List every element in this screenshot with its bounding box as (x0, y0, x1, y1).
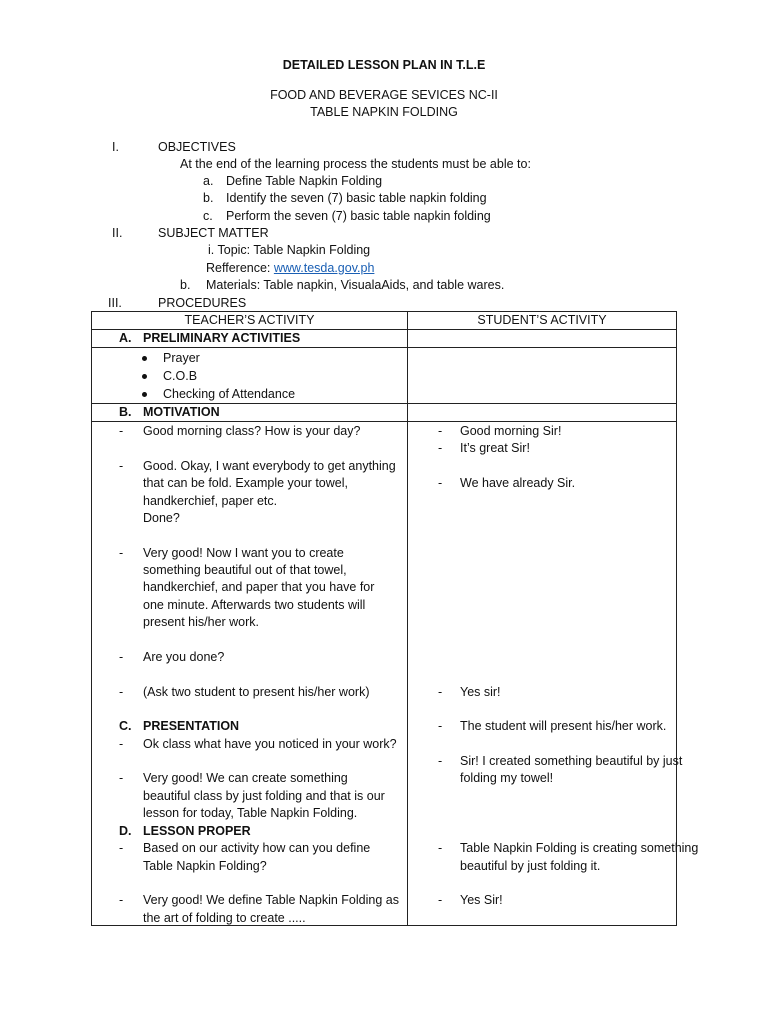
teacher-line: Very good! We can create something (143, 771, 348, 785)
student-line: Table Napkin Folding is creating something (460, 841, 699, 855)
bullet-icon (142, 392, 147, 397)
teacher-line: something beautiful out of that towel, (143, 563, 347, 577)
teacher-activity-cell: - Good morning class? How is your day? - Good. Okay, I want everybody to get anything that can be fold. Example your towel, handkerchief, paper etc. Done? - Very good! Now I want you to create something beautiful out of that towel, handkerchief, and paper that you have for one minute. Afterwards two students will present his/her work. - Are you done? - (Ask two student to present his/her work) C. PRESENTATION - Ok class what have you noticed in your work? - Very good! We can create something beautiful class by just folding and that is our lesson for today, Table Napkin Folding. D. LESSON PROPER - Based on our activity how can you define Table Napkin Folding? - Very good! We define Table Napkin Folding as the art of folding to create ..... (92, 422, 408, 926)
teacher-line: Very good! We define Table Napkin Folding as (143, 893, 399, 907)
reference-line (206, 260, 374, 276)
teacher-line: Based on our activity how can you define (143, 841, 371, 855)
teacher-line: lesson for today, Table Napkin Folding. (143, 806, 358, 820)
reference-link[interactable]: www.tesda.gov.ph (273, 261, 375, 275)
section-number-objectives: I. (112, 140, 119, 154)
motivation-title: MOTIVATION (143, 405, 220, 419)
list-item: Checking of Attendance (92, 385, 407, 403)
procedures-table (91, 311, 699, 926)
student-line: Yes Sir! (460, 893, 503, 907)
teacher-line: handkerchief, paper etc. (143, 494, 278, 508)
preliminary-activities-title: PRELIMINARY ACTIVITIES (143, 331, 301, 345)
bullet-icon (142, 356, 147, 361)
section-title-procedures: PROCEDURES (158, 296, 247, 310)
student-line: Yes sir! (460, 685, 501, 699)
student-line: Good morning Sir! (460, 424, 562, 438)
teacher-line: Table Napkin Folding? (143, 859, 267, 873)
document-subtitle-course: FOOD AND BEVERAGE SEVICES NC-II (270, 88, 498, 102)
teacher-line: Good morning class? How is your day? (143, 424, 361, 438)
teacher-line: (Ask two student to present his/her work) (143, 685, 370, 699)
teacher-line: Done? (143, 511, 180, 525)
section-number-procedures: III. (108, 296, 122, 310)
motivation-row: B. MOTIVATION (92, 404, 408, 422)
lesson-proper-title: LESSON PROPER (143, 824, 251, 838)
student-activity-cell: - Good morning Sir! - It’s great Sir! - We have already Sir. - Yes sir! - The student will present his/her work. - Sir! I created something beautiful by just folding my towel! - Table Napkin Folding is creating something beautiful by just folding it. - Yes Sir! (408, 422, 677, 926)
objective-letter: b. (203, 191, 214, 205)
student-line: Sir! I created something beautiful by just (460, 754, 683, 768)
materials-line: Materials: Table napkin, VisualaAids, and table wares. (206, 278, 505, 292)
document-subtitle-topic: TABLE NAPKIN FOLDING (310, 105, 458, 119)
teacher-line: Ok class what have you noticed in your work? (143, 737, 397, 751)
teacher-line: the art of folding to create ..... (143, 911, 306, 925)
list-item: Prayer (92, 349, 407, 367)
teacher-line: that can be fold. Example your towel, (143, 476, 348, 490)
preliminary-activities-row: A. PRELIMINARY ACTIVITIES (92, 330, 408, 348)
presentation-title: PRESENTATION (143, 719, 240, 733)
objective-item: Identify the seven (7) basic table napkin folding (226, 191, 487, 205)
document-title: DETAILED LESSON PLAN IN T.L.E (282, 58, 486, 72)
teacher-line: Good. Okay, I want everybody to get anything (143, 459, 396, 473)
topic-line: i. Topic: Table Napkin Folding (208, 243, 371, 257)
section-title-subject-matter: SUBJECT MATTER (158, 226, 269, 240)
objective-letter: c. (203, 209, 213, 223)
teacher-line: Are you done? (143, 650, 225, 664)
objective-letter: a. (203, 174, 214, 188)
teacher-line: handkerchief, and paper that you have for (143, 580, 375, 594)
objective-item: Perform the seven (7) basic table napkin folding (226, 209, 491, 223)
section-title-objectives: OBJECTIVES (158, 140, 236, 154)
student-line: beautiful by just folding it. (460, 859, 601, 873)
teacher-line: beautiful class by just folding and that is our (143, 789, 385, 803)
materials-letter: b. (180, 278, 191, 292)
objective-item: Define Table Napkin Folding (226, 174, 383, 188)
teacher-line: present his/her work. (143, 615, 260, 629)
presentation-letter: C. (119, 719, 132, 733)
teacher-line: one minute. Afterwards two students will (143, 598, 366, 612)
teacher-line: Very good! Now I want you to create (143, 546, 344, 560)
teacher-activity-header: TEACHER’S ACTIVITY (92, 312, 408, 330)
student-activity-header: STUDENT’S ACTIVITY (408, 312, 677, 330)
list-item: C.O.B (92, 367, 407, 385)
student-line: The student will present his/her work. (460, 719, 667, 733)
student-line: folding my towel! (460, 771, 554, 785)
reference-label: Refference: (206, 261, 274, 275)
student-line: We have already Sir. (460, 476, 576, 490)
preliminary-items (92, 348, 408, 404)
lesson-proper-letter: D. (119, 824, 132, 838)
student-line: It’s great Sir! (460, 441, 530, 455)
section-number-subject-matter: II. (112, 226, 123, 240)
bullet-icon (142, 374, 147, 379)
objectives-intro: At the end of the learning process the students must be able to: (180, 157, 531, 171)
